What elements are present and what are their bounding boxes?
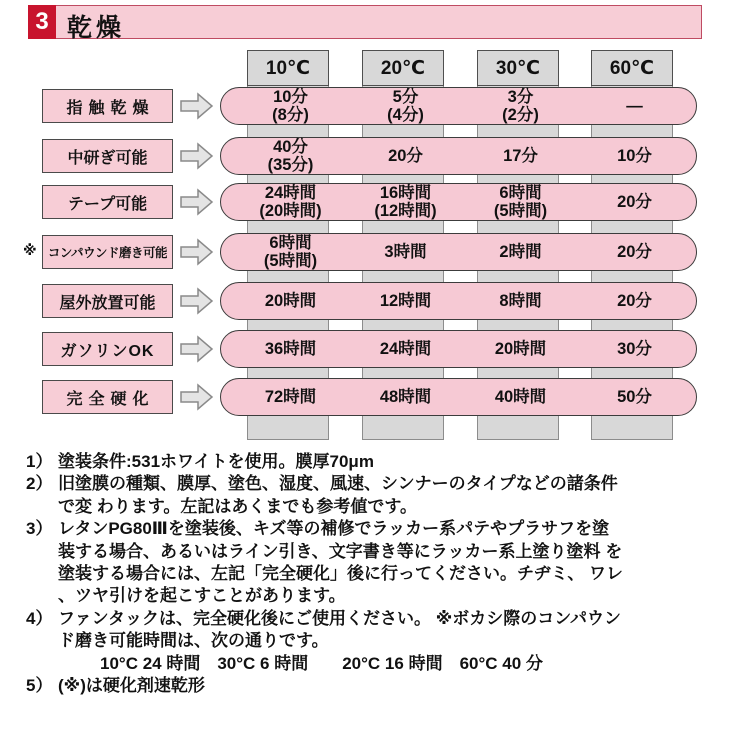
cell-value: 10分 (8分) bbox=[272, 87, 309, 124]
footnote-number: 2） bbox=[26, 474, 53, 494]
row-label-compound-polish: コンパウンド磨き可能 bbox=[42, 235, 173, 269]
footnote-line: 装する場合、あるいはライン引き、文字書き等にラッカー系上塗り塗料 を bbox=[58, 541, 623, 561]
section-number-badge: 3 bbox=[28, 5, 56, 39]
cell-value: 24時間 (20時間) bbox=[259, 183, 322, 220]
right-arrow-icon bbox=[180, 238, 214, 266]
right-arrow-icon bbox=[180, 188, 214, 216]
footnote-number: 1） bbox=[26, 452, 53, 471]
cell-value: 72時間 bbox=[264, 387, 317, 406]
row-label-tape-ok: テープ可能 bbox=[42, 185, 173, 219]
asterisk-marker: ※ bbox=[23, 242, 37, 258]
footnote-1 bbox=[26, 451, 718, 473]
cell-value: 24時間 bbox=[379, 339, 432, 358]
footnote-line: ファンタックは、完全硬化後にご使用ください。 ※ボカシ際のコンパウン bbox=[58, 608, 622, 628]
cell-value: 5分 (4分) bbox=[387, 87, 424, 124]
cell-value: 12時間 bbox=[379, 291, 432, 310]
footnote-number: 5） bbox=[26, 676, 53, 696]
cell-value: 20時間 bbox=[264, 291, 317, 310]
right-arrow-icon bbox=[180, 142, 214, 170]
section-banner bbox=[28, 5, 702, 42]
right-arrow-icon bbox=[180, 383, 214, 411]
cell-value: 40分 (35分) bbox=[267, 137, 314, 174]
cell-value: 20分 bbox=[617, 192, 652, 211]
table-row bbox=[0, 183, 730, 221]
table-row bbox=[0, 282, 730, 320]
footnote-line: で変 わります。左記はあくまでも参考値です。 bbox=[58, 496, 418, 516]
footnote-number: 4） bbox=[26, 608, 53, 628]
cell-value: 36時間 bbox=[264, 339, 317, 358]
footnote-line: 旧塗膜の種類、膜厚、塗色、湿度、風速、シンナーのタイプなどの諸条件 bbox=[58, 474, 618, 494]
row-values-capsule bbox=[220, 233, 697, 271]
row-label-sandable: 中研ぎ可能 bbox=[42, 139, 173, 173]
row-values-capsule bbox=[220, 87, 697, 125]
right-arrow-icon bbox=[180, 335, 214, 363]
footnote-time-table: 10°C 24 時間 30°C 6 時間 20°C 16 時間 60°C 40 分 bbox=[100, 653, 543, 673]
footnote-line: ド磨き可能時間は、次の通りです。 bbox=[58, 631, 329, 651]
row-label-gasoline-ok: ガソリンOK bbox=[42, 332, 173, 366]
footnote-3 bbox=[26, 518, 718, 608]
cell-value: 20分 bbox=[388, 146, 423, 165]
table-row bbox=[0, 378, 730, 416]
cell-value: 30分 bbox=[617, 339, 652, 358]
cell-value: 2時間 bbox=[499, 242, 542, 261]
footnotes bbox=[26, 451, 718, 697]
table-row bbox=[0, 330, 730, 368]
cell-value: 3時間 bbox=[384, 242, 427, 261]
row-values-capsule bbox=[220, 137, 697, 175]
table-row bbox=[0, 87, 730, 125]
row-values-capsule bbox=[220, 378, 697, 416]
cell-value: 20時間 bbox=[494, 339, 547, 358]
cell-value: 17分 bbox=[503, 146, 538, 165]
cell-value: 40時間 bbox=[494, 387, 547, 406]
footnote-line: 塗装する場合には、左記「完全硬化」後に行ってください。チヂミ、 ワレ bbox=[58, 564, 624, 584]
temp-header-30c: 30℃ bbox=[477, 50, 559, 86]
footnote-number: 3） bbox=[26, 519, 53, 539]
page-title: 乾燥 bbox=[67, 14, 126, 42]
cell-value: 20分 bbox=[617, 291, 652, 310]
footnote-line: (※)は硬化剤速乾形 bbox=[58, 676, 205, 696]
footnote-5 bbox=[26, 675, 718, 697]
cell-value: 6時間 (5時間) bbox=[493, 183, 548, 220]
row-values-capsule bbox=[220, 282, 697, 320]
cell-value: 3分 (2分) bbox=[502, 87, 539, 124]
row-label-outdoor-ok: 屋外放置可能 bbox=[42, 284, 173, 318]
cell-value: 48時間 bbox=[379, 387, 432, 406]
cell-value: 10分 bbox=[617, 146, 652, 165]
right-arrow-icon bbox=[180, 92, 214, 120]
row-values-capsule bbox=[220, 183, 697, 221]
cell-value: — bbox=[626, 96, 643, 115]
footnote-line: レタンPG80Ⅲを塗装後、キズ等の補修でラッカー系パテやプラサフを塗 bbox=[58, 519, 610, 539]
table-row bbox=[0, 137, 730, 175]
footnote-line: 、ツヤ引けを起こすことがあります。 bbox=[58, 586, 346, 606]
cell-value: 50分 bbox=[617, 387, 652, 406]
cell-value: 8時間 bbox=[499, 291, 542, 310]
cell-value: 20分 bbox=[617, 242, 652, 261]
row-values-capsule bbox=[220, 330, 697, 368]
row-label-full-cure: 完全硬化 bbox=[42, 380, 173, 414]
temp-header-10c: 10℃ bbox=[247, 50, 329, 86]
temp-header-60c: 60℃ bbox=[591, 50, 673, 86]
row-label-touch-dry: 指触乾燥 bbox=[42, 89, 173, 123]
table-row bbox=[0, 233, 730, 271]
cell-value: 6時間 (5時間) bbox=[263, 233, 318, 270]
right-arrow-icon bbox=[180, 287, 214, 315]
cell-value: 16時間 (12時間) bbox=[374, 183, 437, 220]
temp-header-20c: 20℃ bbox=[362, 50, 444, 86]
footnote-2 bbox=[26, 473, 718, 518]
footnote-line: 塗装条件:531ホワイトを使用。膜厚70μm bbox=[58, 452, 374, 471]
footnote-4 bbox=[26, 608, 718, 675]
